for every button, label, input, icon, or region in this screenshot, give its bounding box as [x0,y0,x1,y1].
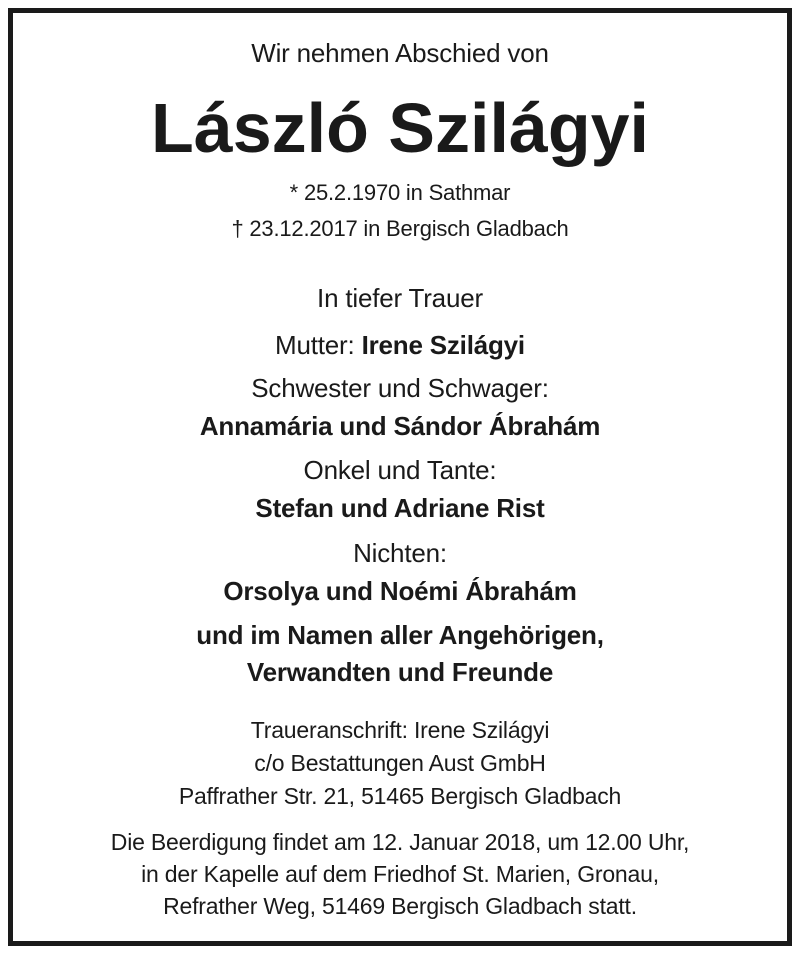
deceased-name: László Szilágyi [151,89,649,167]
mourning-text: In tiefer Trauer [317,283,483,313]
relatives-line-1: und im Namen aller Angehörigen, [196,620,604,650]
uncle-aunt-label: Onkel und Tante: [303,455,497,485]
address-line-2: c/o Bestattungen Aust GmbH [254,750,546,776]
funeral-line-3: Refrather Weg, 51469 Bergisch Gladbach statt. [163,893,637,919]
address-line-1: Traueranschrift: Irene Szilágyi [250,717,550,743]
mother-name: Irene Szilágyi [361,330,525,360]
birth-date: * 25.2.1970 in Sathmar [289,180,511,205]
intro-text: Wir nehmen Abschied von [251,38,549,68]
funeral-line-2: in der Kapelle auf dem Friedhof St. Marien, Gronau, [141,861,659,887]
relatives-line-2: Verwandten und Freunde [246,657,554,687]
funeral-line-1: Die Beerdigung findet am 12. Januar 2018, um 12.00 Uhr, [110,829,690,855]
mother-label: Mutter: [275,330,355,360]
nieces-names: Orsolya und Noémi Ábrahám [223,576,577,606]
address-line-3: Paffrather Str. 21, 51465 Bergisch Gladbach [178,783,622,809]
siblings-names: Annamária und Sándor Ábrahám [199,411,601,441]
siblings-label: Schwester und Schwager: [251,373,549,403]
nieces-label: Nichten: [353,538,447,568]
death-date: † 23.12.2017 in Bergisch Gladbach [231,216,569,241]
uncle-aunt-names: Stefan und Adriane Rist [255,493,545,523]
mother-line [0,330,800,360]
